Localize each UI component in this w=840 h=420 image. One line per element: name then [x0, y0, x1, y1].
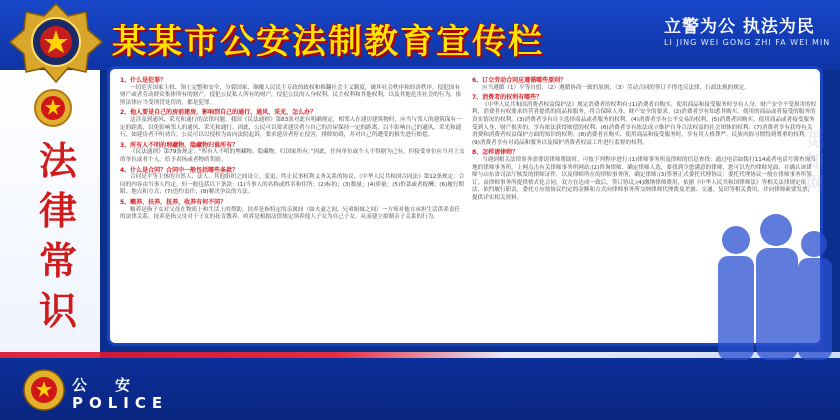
side-label-char: 法 — [38, 139, 77, 183]
article-section — [472, 149, 817, 202]
section-heading: 1、什么是犯罪？ — [120, 77, 167, 84]
section-body: 应当遵循（1）平等自愿；（2）遵循协商一致的原则；（3）劳动合同的签订不得违反法律、行政法规的规定。 — [482, 84, 750, 91]
section-body: 合同是平等主体的自然人、法人、其他组织之间设立、变更、终止民事权利义务关系的协议。《中华人民共和国合同法》第12条规定：合同的内容由当事人约定，但一般包括以下条款：(1)当事人的名称或姓名和住所；(2)标的；(3)数量；(4)质量；(5)价款或者报酬；(6)履行期限、地点和方式；(7)违约责任；(8)解决争议的方法。 — [120, 174, 465, 196]
article-section — [472, 94, 817, 147]
article-section — [120, 199, 465, 222]
slogan-pinyin: LI JING WEI GONG ZHI FA WEI MIN — [664, 38, 831, 47]
article-section — [120, 77, 465, 107]
article-section — [472, 77, 817, 92]
side-label-char: 律 — [38, 189, 77, 233]
section-heading: 4、什么是合同？合同中一般包括哪些条款？ — [120, 166, 239, 174]
section-body: 这涉及到通风、采光和通行的法律问题。我国《民法通则》第83条对此有明确规定，相邻人在建房建筑物时，应当与邻人的建筑保有一定的距离，以免影响邻人的通风、采光和通行。因此，公民可以要求建房者与自己的房屋保持一定的距离，以不影响自己的通风、采光和通行，如建房者不听劝告，公民可以以侵权为由向法院起诉，要求建房者停止侵害，排除妨碍，并对自己所遭受的损失进行赔偿。 — [120, 116, 462, 139]
footer-police-en: POLICE — [72, 394, 169, 412]
police-badge-icon — [22, 368, 66, 412]
national-emblem-icon — [24, 86, 82, 130]
section-heading: 2、他人要是自己的房前建房，影响到自己的通行、通风、采光，怎么办？ — [120, 109, 317, 117]
section-body: 《民法通则》第79条规定：“所有人不明的埋藏物、隐藏物，归国家所有。”因此，任何单位或个人不得据为己有，但接受单位应当对上交的单位或者个人，给予表扬或者物质奖励。 — [120, 149, 465, 163]
section-heading: 5、赡养、扶养、抚养，收养有何不同？ — [120, 198, 227, 206]
article-section — [120, 109, 465, 139]
police-silhouette-icon — [696, 200, 836, 360]
footer-police-cn: 公安 — [72, 376, 159, 394]
section-heading: 3、所有人不明的埋藏物、隐藏物归谁所有？ — [120, 141, 239, 149]
side-label-legal-knowledge — [28, 136, 88, 336]
section-body: 当遇到相关法律事务需要请律师帮助时，可按下列程序进行:(1)律师事务所及律师的信息查找：通过电话如拨打114或者电话号簿查询当地的律师事务所，上网点击有关律师事务所网站;(2)咨询律师、确定律师人选，要找到令您满意的律师，您可以先约律师见面，在确认该律师与山东省司法厅核发的律师证件，以及律师所在的律师事务所，确定律师;(3)签署正式委托代理协议：委托代理协议一般在律师事务所签订，由律师事务所提供格式化合同，双方在达成一致后，签订协议;(4)缴纳律师费用，依据《中华人民共和国律师法》等相关法律规定依法、依约履行职责，委托方应按协议约定的金额和方式向律师事务所交纳律师代理费及差旅、交通、复印等相关费用，并向律师索要发票，提供详实相关资料。 — [472, 156, 816, 201]
side-label-char: 识 — [38, 289, 77, 333]
right-column — [472, 75, 817, 203]
left-column — [120, 75, 465, 222]
police-emblem-icon — [8, 2, 104, 84]
section-heading: 8、怎样请律师？ — [472, 149, 519, 157]
watermark: 觅知网 — [806, 130, 824, 195]
section-body: 《中华人民共和国消费者权益保护法》规定消费者的权利有:(1)消费者自购买、使用商品和接受服务时享有人身、财产安全不受损害的权利，消费者有权要求经营者提供的商品和服务，符合保障人身、财产安全的要求。(2)消费者享有知悉其购买、使用的商品或者接受的服务的真实情况的权利。(3)消费者享有自主选择商品或者服务的权利。(4)消费者享有公平交易的权利。(5)消费者因购买、使用商品或者接受服务受到人身、财产损害的，享有依法获得赔偿的权利。(6)消费者享有依法成立维护自身合法权益的社会团体的权利。(7)消费者享有获得有关消费和消费者权益保护方面的知识的权利。(8)消费者在购买、使用商品和接受服务时，享有其人格尊严、民族风俗习惯得到尊重的权利。(9)消费者享有对商品和服务以及保护消费者权益工作进行监督的权利。 — [472, 101, 817, 146]
slogan: 立警为公 执法为民 — [664, 17, 815, 37]
side-label-char: 常 — [38, 239, 77, 283]
section-body: 赡养是指子女对父母在物质上和生活上的帮助。扶养是指特定的亲属间（如夫妻之间，兄弟姐妹之间）一方须对他方承担生活供养责任的法律关系。抚养是指父母对于子女的抚育教养。收养是根据法律规定领养他人子女为自己子女，从而建立拟制亲子关系的行为。 — [120, 206, 461, 221]
section-body: 一切危害国家主权、领土完整和安全，分裂国家、颠覆人民民主专政的政权和推翻社会主义制度，破坏社会秩序和经济秩序，侵犯国有财产或者劳动群众集体所有的财产，侵犯公民私人所有的财产，侵犯公民的人身权利、民主权利和其他权利，以及其他危害社会的行为，依照法律应当受刑罚处罚的，都是犯罪。 — [120, 84, 462, 106]
page-title: 某某市公安法制教育宣传栏 — [112, 22, 544, 62]
article-section — [120, 167, 465, 197]
article-section — [120, 142, 465, 165]
section-heading: 7、消费者的权利有哪些？ — [472, 94, 543, 102]
section-heading: 6、订立劳动合同应遵循哪些原则？ — [472, 77, 567, 84]
